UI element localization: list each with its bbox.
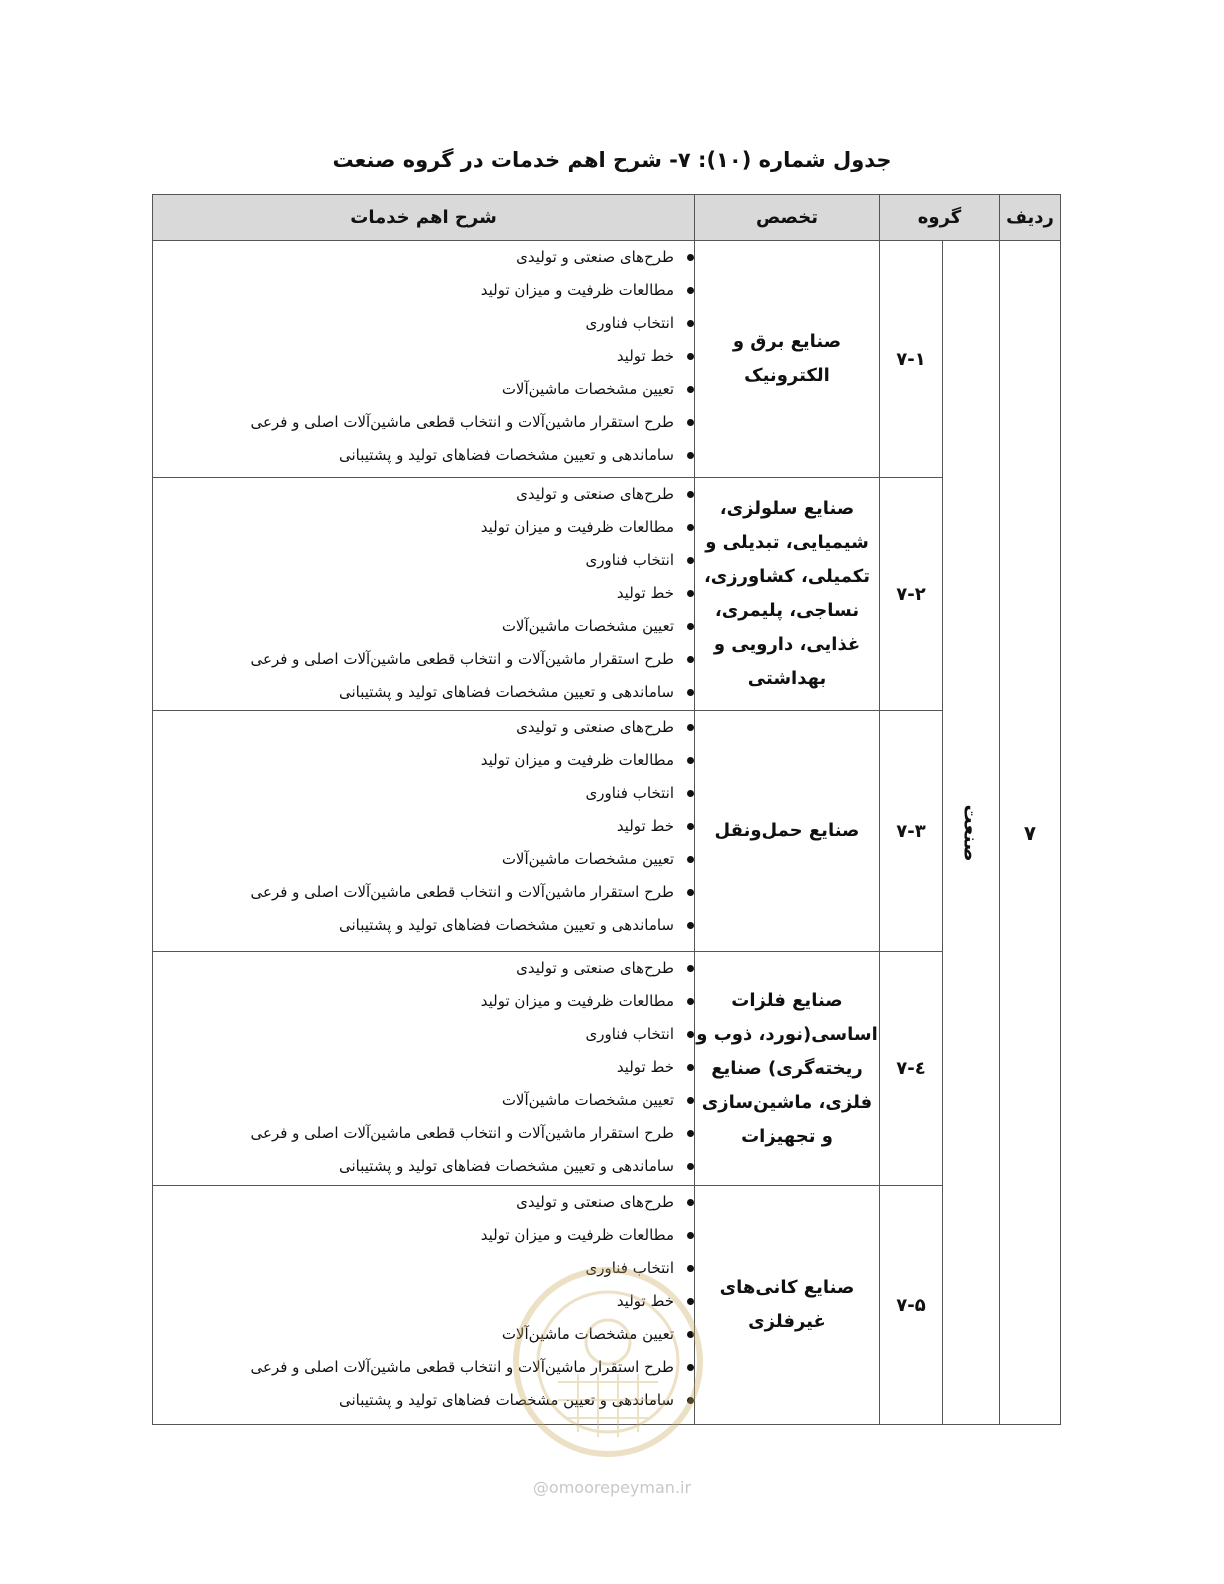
list-item: طرح‌های صنعتی و تولیدی (153, 952, 694, 985)
list-item: ساماندهی و تعیین مشخصات فضاهای تولید و پشتیبانی (153, 439, 694, 472)
list-item: خط تولید (153, 577, 694, 610)
list-item: طرح استقرار ماشین‌آلات و انتخاب قطعی ماشین‌آلات اصلی و فرعی (153, 1351, 694, 1384)
services-cell (153, 952, 695, 1186)
services-cell (153, 241, 695, 478)
list-item: مطالعات ظرفیت و میزان تولید (153, 511, 694, 544)
services-table (152, 194, 1061, 1425)
header-description: شرح اهم خدمات (153, 195, 695, 241)
table-body (153, 241, 1061, 1425)
list-item: انتخاب فناوری (153, 1018, 694, 1051)
specialty-name: صنایع حمل‌ونقل (695, 711, 880, 952)
group-name: صنعت (959, 804, 982, 861)
watermark-site-text: @omoorepeyman.ir (532, 1478, 692, 1497)
services-list (153, 711, 694, 942)
list-item: تعیین مشخصات ماشین‌آلات (153, 843, 694, 876)
table-row (153, 711, 1061, 952)
services-cell (153, 711, 695, 952)
list-item: طرح استقرار ماشین‌آلات و انتخاب قطعی ماشین‌آلات اصلی و فرعی (153, 876, 694, 909)
specialty-name: صنایع کانی‌های غیرفلزی (695, 1186, 880, 1425)
specialty-code: ۷-٤ (880, 952, 943, 1186)
table-row (153, 478, 1061, 711)
list-item: مطالعات ظرفیت و میزان تولید (153, 1219, 694, 1252)
specialty-name: صنایع برق و الکترونیک (695, 241, 880, 478)
list-item: انتخاب فناوری (153, 777, 694, 810)
specialty-code: ۷-۱ (880, 241, 943, 478)
list-item: خط تولید (153, 340, 694, 373)
list-item: طرح استقرار ماشین‌آلات و انتخاب قطعی ماشین‌آلات اصلی و فرعی (153, 406, 694, 439)
services-list (153, 241, 694, 472)
list-item: انتخاب فناوری (153, 307, 694, 340)
services-cell (153, 478, 695, 711)
list-item: تعیین مشخصات ماشین‌آلات (153, 1318, 694, 1351)
watermark-seal-icon (498, 1262, 718, 1462)
list-item: طرح استقرار ماشین‌آلات و انتخاب قطعی ماشین‌آلات اصلی و فرعی (153, 643, 694, 676)
list-item: طرح‌های صنعتی و تولیدی (153, 711, 694, 744)
list-item: مطالعات ظرفیت و میزان تولید (153, 985, 694, 1018)
header-row (153, 195, 1061, 241)
list-item: خط تولید (153, 810, 694, 843)
list-item: مطالعات ظرفیت و میزان تولید (153, 274, 694, 307)
list-item: خط تولید (153, 1051, 694, 1084)
table-caption: جدول شماره (۱۰): ۷- شرح اهم خدمات در گروه صنعت (332, 148, 892, 172)
row-number-cell: ۷ (1000, 241, 1061, 1425)
services-list (153, 478, 694, 709)
specialty-code: ۷-۳ (880, 711, 943, 952)
header-row-number: ردیف (1000, 195, 1061, 241)
list-item: انتخاب فناوری (153, 1252, 694, 1285)
list-item: خط تولید (153, 1285, 694, 1318)
specialty-name: صنایع سلولزی، شیمیایی، تبدیلی و تکمیلی، کشاورزی، نساجی، پلیمری، غذایی، دارویی و بهداشتی (695, 478, 880, 711)
specialty-code: ۷-۲ (880, 478, 943, 711)
list-item: تعیین مشخصات ماشین‌آلات (153, 1084, 694, 1117)
list-item: تعیین مشخصات ماشین‌آلات (153, 373, 694, 406)
table-row (153, 952, 1061, 1186)
list-item: ساماندهی و تعیین مشخصات فضاهای تولید و پشتیبانی (153, 909, 694, 942)
list-item: ساماندهی و تعیین مشخصات فضاهای تولید و پشتیبانی (153, 676, 694, 709)
list-item: ساماندهی و تعیین مشخصات فضاهای تولید و پشتیبانی (153, 1150, 694, 1183)
list-item: انتخاب فناوری (153, 544, 694, 577)
list-item: طرح‌های صنعتی و تولیدی (153, 1186, 694, 1219)
header-specialty: تخصص (695, 195, 880, 241)
list-item: مطالعات ظرفیت و میزان تولید (153, 744, 694, 777)
group-cell (943, 241, 1000, 1425)
header-group: گروه (880, 195, 1000, 241)
list-item: طرح‌های صنعتی و تولیدی (153, 241, 694, 274)
table-row (153, 241, 1061, 478)
list-item: ساماندهی و تعیین مشخصات فضاهای تولید و پشتیبانی (153, 1384, 694, 1417)
list-item: طرح‌های صنعتی و تولیدی (153, 478, 694, 511)
list-item: طرح استقرار ماشین‌آلات و انتخاب قطعی ماشین‌آلات اصلی و فرعی (153, 1117, 694, 1150)
specialty-name: صنایع فلزات اساسی(نورد، ذوب و ریخته‌گری) صنایع فلزی، ماشین‌سازی و تجهیزات (695, 952, 880, 1186)
list-item: تعیین مشخصات ماشین‌آلات (153, 610, 694, 643)
services-list (153, 952, 694, 1183)
specialty-code: ۷-۵ (880, 1186, 943, 1425)
